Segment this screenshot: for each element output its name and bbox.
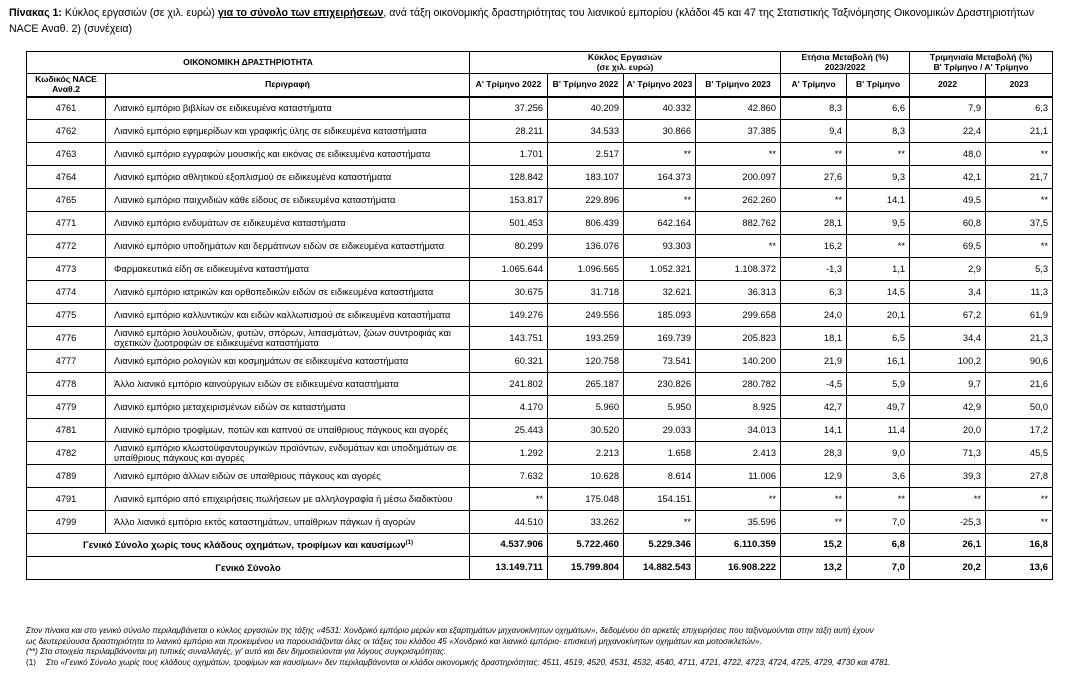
header-annual-change: Ετήσια Μεταβολή (%) 2023/2022 [781, 52, 910, 74]
row-description: Φαρμακευτικά είδη σε ειδικευμένα καταστήματα [106, 258, 470, 281]
row-value: 35.596 [696, 511, 781, 534]
row-value: ** [696, 488, 781, 511]
row-value: 21,6 [986, 373, 1053, 396]
row-value: 7,0 [847, 511, 910, 534]
row-value: 6,5 [847, 327, 910, 350]
table-notes [26, 626, 1061, 668]
row-value: ** [696, 235, 781, 258]
total-value: 7,0 [847, 557, 910, 580]
row-value: 205.823 [696, 327, 781, 350]
row-value: 11,3 [986, 281, 1053, 304]
row-value: 42,7 [781, 396, 847, 419]
row-value: 265.187 [548, 373, 624, 396]
table-row [27, 511, 1053, 534]
total-value: 26,1 [910, 534, 986, 557]
row-value: ** [696, 143, 781, 166]
row-value: 154.151 [624, 488, 696, 511]
row-value: 39,3 [910, 465, 986, 488]
row-value: ** [624, 511, 696, 534]
total-label-text: Γενικό Σύνολο χωρίς τους κλάδους οχημάτων, τροφίμων και καυσίμων [82, 540, 406, 552]
row-value: 67,2 [910, 304, 986, 327]
row-value: 10.628 [548, 465, 624, 488]
row-code: 4772 [27, 235, 106, 258]
table-title [9, 5, 1059, 37]
row-value: 229.896 [548, 189, 624, 212]
header-q2-2022: Β' Τρίμηνο 2022 [548, 74, 624, 97]
total-value: 6.110.359 [696, 534, 781, 557]
row-value: 299.658 [696, 304, 781, 327]
row-value: 17,2 [986, 419, 1053, 442]
table-row [27, 281, 1053, 304]
row-value: 37,5 [986, 212, 1053, 235]
turnover-table [26, 51, 1053, 580]
table-row [27, 120, 1053, 143]
total-label [27, 534, 470, 557]
row-value: ** [781, 189, 847, 212]
row-value: -4,5 [781, 373, 847, 396]
row-value: 28,1 [781, 212, 847, 235]
row-value: 5,3 [986, 258, 1053, 281]
row-value: 34.533 [548, 120, 624, 143]
row-value: 31.718 [548, 281, 624, 304]
footnote-text: Στο «Γενικό Σύνολο χωρίς τους κλάδους οχημάτων, τροφίμων και καυσίμων» δεν περιλαμβάνονται οι κλάδοι οικονομικής δραστηριότητας: 4511, 4519, 4520, 4531, 4532, 4540, 4711, 4721, 4722, 4723, 4724, 4725, 4729, 4730 και 4781. [46, 657, 891, 667]
row-code: 4789 [27, 465, 106, 488]
note-line-3: (**) Στα στοιχεία περιλαμβάνονται μη τυπικές συναλλαγές, γι' αυτό και δεν δημοσιεύονται για λόγους συγκρισιμότητας. [26, 647, 447, 657]
header-annual-q1: Α' Τρίμηνο [781, 74, 847, 97]
row-value: ** [781, 143, 847, 166]
row-value: 93.303 [624, 235, 696, 258]
total-value: 20,2 [910, 557, 986, 580]
row-value: 21,9 [781, 350, 847, 373]
row-value: 27,8 [986, 465, 1053, 488]
total-value: 13,6 [986, 557, 1053, 580]
row-value: ** [624, 189, 696, 212]
table-row [27, 97, 1053, 120]
row-code: 4799 [27, 511, 106, 534]
row-value: 8.925 [696, 396, 781, 419]
row-value: 30.866 [624, 120, 696, 143]
row-value: 22,4 [910, 120, 986, 143]
row-value: ** [986, 143, 1053, 166]
total-label-text: Γενικό Σύνολο [215, 563, 281, 575]
row-value: 6,6 [847, 97, 910, 120]
row-value: 42,1 [910, 166, 986, 189]
row-code: 4782 [27, 442, 106, 465]
note-line-2: ως δευτερεύουσα δραστηριότητα το λιανικό εμπόριο και προκειμένου να παρουσιάζονται όλες οι τάξεις του κλάδου 45 «Χονδρικό και λιανικό εμπόριο· επισκευή μηχανοκίνητων οχημάτων και μοτοσικλετών». [26, 636, 762, 646]
row-value: 140.200 [696, 350, 781, 373]
header-turnover: Κύκλος Εργασιών (σε χιλ. ευρώ) [470, 52, 781, 74]
row-value: 9,0 [847, 442, 910, 465]
row-code: 4765 [27, 189, 106, 212]
row-value: 40.332 [624, 97, 696, 120]
table-row [27, 373, 1053, 396]
row-value: 153.817 [470, 189, 548, 212]
row-value: ** [847, 488, 910, 511]
row-value: 169.739 [624, 327, 696, 350]
row-value: 36.313 [696, 281, 781, 304]
row-value: 2.413 [696, 442, 781, 465]
row-description: Λιανικό εμπόριο βιβλίων σε ειδικευμένα καταστήματα [106, 97, 470, 120]
row-value: 21,1 [986, 120, 1053, 143]
header-quarterly-change: Τριμηνιαία Μεταβολή (%) Β' Τρίμηνο / Α' Τρίμηνο [910, 52, 1053, 74]
row-value: 136.076 [548, 235, 624, 258]
row-value: 8,3 [781, 97, 847, 120]
row-value: -25,3 [910, 511, 986, 534]
table-row [27, 304, 1053, 327]
row-description: Λιανικό εμπόριο ιατρικών και ορθοπεδικών ειδών σε ειδικευμένα καταστήματα [106, 281, 470, 304]
table-row [27, 258, 1053, 281]
row-value: 37.385 [696, 120, 781, 143]
row-code: 4779 [27, 396, 106, 419]
row-code: 4773 [27, 258, 106, 281]
row-value: 5,9 [847, 373, 910, 396]
row-value: 5.950 [624, 396, 696, 419]
row-value: 1.108.372 [696, 258, 781, 281]
row-value: 1,1 [847, 258, 910, 281]
row-value: 45,5 [986, 442, 1053, 465]
row-value: 8,3 [847, 120, 910, 143]
table-row [27, 488, 1053, 511]
row-value: ** [781, 511, 847, 534]
row-value: 16,1 [847, 350, 910, 373]
row-value: 128.842 [470, 166, 548, 189]
table-row [27, 189, 1053, 212]
total-value: 16,8 [986, 534, 1053, 557]
row-value: 7,9 [910, 97, 986, 120]
table-title-prefix: Πίνακας 1: [9, 7, 62, 19]
footnote-1 [26, 658, 1061, 669]
row-value: 193.259 [548, 327, 624, 350]
row-value: 100,2 [910, 350, 986, 373]
row-value: 8.614 [624, 465, 696, 488]
row-value: ** [986, 235, 1053, 258]
table-row [27, 442, 1053, 465]
row-value: 280.782 [696, 373, 781, 396]
total-footnote-mark: (1) [405, 540, 414, 547]
row-value: 29.033 [624, 419, 696, 442]
row-value: 1.096.565 [548, 258, 624, 281]
row-description: Λιανικό εμπόριο ρολογιών και κοσμημάτων σε ειδικευμένα καταστήματα [106, 350, 470, 373]
row-value: 71,3 [910, 442, 986, 465]
table-row [27, 465, 1053, 488]
row-value: 2.213 [548, 442, 624, 465]
row-value: 7.632 [470, 465, 548, 488]
row-value: 25.443 [470, 419, 548, 442]
row-description: Άλλο λιανικό εμπόριο καινούργιων ειδών σε ειδικευμένα καταστήματα [106, 373, 470, 396]
total-value: 4.537.906 [470, 534, 548, 557]
row-value: 21,3 [986, 327, 1053, 350]
header-code: Κωδικός NACE Αναθ.2 [27, 74, 106, 97]
row-value: 12,9 [781, 465, 847, 488]
row-value: 21,7 [986, 166, 1053, 189]
row-value: 241.802 [470, 373, 548, 396]
total-value: 13.149.711 [470, 557, 548, 580]
row-value: 37.256 [470, 97, 548, 120]
row-description: Λιανικό εμπόριο αθλητικού εξοπλισμού σε ειδικευμένα καταστήματα [106, 166, 470, 189]
grand-total-row [27, 557, 1053, 580]
row-description: Λιανικό εμπόριο παιχνιδιών κάθε είδους σε ειδικευμένα καταστήματα [106, 189, 470, 212]
row-value: 61,9 [986, 304, 1053, 327]
row-value: 806.439 [548, 212, 624, 235]
row-description: Λιανικό εμπόριο μεταχειρισμένων ειδών σε καταστήματα [106, 396, 470, 419]
table-row [27, 143, 1053, 166]
row-value: 24,0 [781, 304, 847, 327]
total-value: 5.722.460 [548, 534, 624, 557]
total-value: 13,2 [781, 557, 847, 580]
row-value: 34.013 [696, 419, 781, 442]
row-value: ** [624, 143, 696, 166]
row-value: 14,1 [781, 419, 847, 442]
row-value: 20,1 [847, 304, 910, 327]
row-value: 42,9 [910, 396, 986, 419]
row-value: 42.860 [696, 97, 781, 120]
row-value: 5.960 [548, 396, 624, 419]
total-row-excluding [27, 534, 1053, 557]
row-value: 120.758 [548, 350, 624, 373]
note-line-1: Στον πίνακα και στο γενικό σύνολο περιλαμβάνεται ο κύκλος εργασιών της τάξης «4531: Χονδρικό εμπόριο μερών και εξαρτημάτων μηχανοκίνητων οχημάτων», δεδομένου ότι αρκετές επιχειρήσεις που ταξινομούνται στην τάξη αυτή έχουν [26, 626, 874, 635]
row-value: 6,3 [781, 281, 847, 304]
table-title-underlined: για το σύνολο των επιχειρήσεων [217, 7, 384, 19]
row-value: 14,5 [847, 281, 910, 304]
header-description: Περιγραφή [106, 74, 470, 97]
row-description: Λιανικό εμπόριο υποδημάτων και δερμάτινων ειδών σε ειδικευμένα καταστήματα [106, 235, 470, 258]
row-value: ** [781, 488, 847, 511]
row-value: 9,3 [847, 166, 910, 189]
row-code: 4778 [27, 373, 106, 396]
row-value: 9,5 [847, 212, 910, 235]
header-q1-2023: Α' Τρίμηνο 2023 [624, 74, 696, 97]
row-value: 1.052.321 [624, 258, 696, 281]
row-value: 28.211 [470, 120, 548, 143]
table-row [27, 396, 1053, 419]
row-code: 4776 [27, 327, 106, 350]
row-value: 69,5 [910, 235, 986, 258]
row-code: 4762 [27, 120, 106, 143]
row-value: ** [986, 511, 1053, 534]
row-value: 185.093 [624, 304, 696, 327]
row-value: 200.097 [696, 166, 781, 189]
total-value: 15,2 [781, 534, 847, 557]
row-value: 230.826 [624, 373, 696, 396]
header-activity: ΟΙΚΟΝΟΜΙΚΗ ΔΡΑΣΤΗΡΙΟΤΗΤΑ [27, 52, 470, 74]
table-title-part2: , ανά τάξη οικονομικής δραστηριότητας του λιανικού εμπορίου (κλάδοι 45 και 47 της Στατιστικής Ταξινόμησης Οικονομικών Δραστηριοτήτων NACE Αναθ. 2) (συνέχεια) [9, 7, 1034, 35]
row-value: 3,6 [847, 465, 910, 488]
row-description: Λιανικό εμπόριο λουλουδιών, φυτών, σπόρων, λιπασμάτων, ζώων συντροφιάς και σχετικών ζωοτροφών σε ειδικευμένα καταστήματα [106, 327, 470, 350]
row-value: 11.006 [696, 465, 781, 488]
row-value: 164.373 [624, 166, 696, 189]
row-value: 50,0 [986, 396, 1053, 419]
row-code: 4775 [27, 304, 106, 327]
table-row [27, 212, 1053, 235]
total-value: 15.799.804 [548, 557, 624, 580]
row-code: 4777 [27, 350, 106, 373]
row-value: 6,3 [986, 97, 1053, 120]
header-quarterly-2022: 2022 [910, 74, 986, 97]
table-row [27, 350, 1053, 373]
header-annual-q2: Β' Τρίμηνο [847, 74, 910, 97]
row-value: ** [986, 189, 1053, 212]
row-value: 149.276 [470, 304, 548, 327]
row-value: ** [910, 488, 986, 511]
row-value: 501.453 [470, 212, 548, 235]
row-value: 249.556 [548, 304, 624, 327]
row-value: 183.107 [548, 166, 624, 189]
total-value: 6,8 [847, 534, 910, 557]
row-value: 73.541 [624, 350, 696, 373]
row-value: 49,5 [910, 189, 986, 212]
table-title-part1: Κύκλος εργασιών (σε χιλ. ευρώ) [61, 7, 218, 19]
row-value: 3,4 [910, 281, 986, 304]
row-code: 4763 [27, 143, 106, 166]
row-value: ** [470, 488, 548, 511]
header-q1-2022: Α' Τρίμηνο 2022 [470, 74, 548, 97]
row-value: 11,4 [847, 419, 910, 442]
row-value: 20,0 [910, 419, 986, 442]
row-value: 9,4 [781, 120, 847, 143]
row-code: 4764 [27, 166, 106, 189]
row-value: 90,6 [986, 350, 1053, 373]
row-code: 4771 [27, 212, 106, 235]
row-value: 48,0 [910, 143, 986, 166]
row-value: 9,7 [910, 373, 986, 396]
row-value: ** [847, 143, 910, 166]
row-value: 60,8 [910, 212, 986, 235]
row-value: 175.048 [548, 488, 624, 511]
footnote-number: (1) [26, 657, 37, 667]
row-code: 4781 [27, 419, 106, 442]
row-code: 4761 [27, 97, 106, 120]
row-description: Λιανικό εμπόριο από επιχειρήσεις πωλήσεων με αλληλογραφία ή μέσω διαδικτύου [106, 488, 470, 511]
row-value: 49,7 [847, 396, 910, 419]
header-q2-2023: Β' Τρίμηνο 2023 [696, 74, 781, 97]
table-row [27, 327, 1053, 350]
table-body [27, 97, 1053, 580]
row-value: 60.321 [470, 350, 548, 373]
row-description: Λιανικό εμπόριο εγγραφών μουσικής και εικόνας σε ειδικευμένα καταστήματα [106, 143, 470, 166]
row-value: 4.170 [470, 396, 548, 419]
row-value: 40.209 [548, 97, 624, 120]
table-row [27, 419, 1053, 442]
row-value: 2,9 [910, 258, 986, 281]
row-value: 143.751 [470, 327, 548, 350]
row-value: -1,3 [781, 258, 847, 281]
row-value: 2.517 [548, 143, 624, 166]
row-value: 28,3 [781, 442, 847, 465]
row-value: 1.701 [470, 143, 548, 166]
row-value: ** [847, 235, 910, 258]
row-description: Λιανικό εμπόριο τροφίμων, ποτών και καπνού σε υπαίθριους πάγκους και αγορές [106, 419, 470, 442]
total-value: 5.229.346 [624, 534, 696, 557]
row-value: 33.262 [548, 511, 624, 534]
row-description: Λιανικό εμπόριο ενδυμάτων σε ειδικευμένα καταστήματα [106, 212, 470, 235]
table-row [27, 235, 1053, 258]
row-value: 30.520 [548, 419, 624, 442]
row-value: 32.621 [624, 281, 696, 304]
row-description: Λιανικό εμπόριο κλωστοϋφαντουργικών προϊόντων, ενδυμάτων και υποδημάτων σε υπαίθριους πάγκους και αγορές [106, 442, 470, 465]
total-value: 14.882.543 [624, 557, 696, 580]
total-label [27, 557, 470, 580]
row-value: 44.510 [470, 511, 548, 534]
row-value: ** [986, 488, 1053, 511]
row-value: 262.260 [696, 189, 781, 212]
row-description: Λιανικό εμπόριο άλλων ειδών σε υπαίθριους πάγκους και αγορές [106, 465, 470, 488]
row-code: 4774 [27, 281, 106, 304]
row-value: 80.299 [470, 235, 548, 258]
row-value: 642.164 [624, 212, 696, 235]
row-value: 1.658 [624, 442, 696, 465]
row-value: 882.762 [696, 212, 781, 235]
row-value: 30.675 [470, 281, 548, 304]
total-value: 16.908.222 [696, 557, 781, 580]
row-code: 4791 [27, 488, 106, 511]
row-value: 18,1 [781, 327, 847, 350]
row-value: 34,4 [910, 327, 986, 350]
row-description: Άλλο λιανικό εμπόριο εκτός καταστημάτων, υπαίθριων πάγκων ή αγορών [106, 511, 470, 534]
row-description: Λιανικό εμπόριο καλλυντικών και ειδών καλλωπισμού σε ειδικευμένα καταστήματα [106, 304, 470, 327]
table-row [27, 166, 1053, 189]
header-quarterly-2023: 2023 [986, 74, 1053, 97]
row-value: 1.065.644 [470, 258, 548, 281]
row-value: 14,1 [847, 189, 910, 212]
row-description: Λιανικό εμπόριο εφημερίδων και γραφικής ύλης σε ειδικευμένα καταστήματα [106, 120, 470, 143]
row-value: 1.292 [470, 442, 548, 465]
row-value: 16,2 [781, 235, 847, 258]
row-value: 27,6 [781, 166, 847, 189]
